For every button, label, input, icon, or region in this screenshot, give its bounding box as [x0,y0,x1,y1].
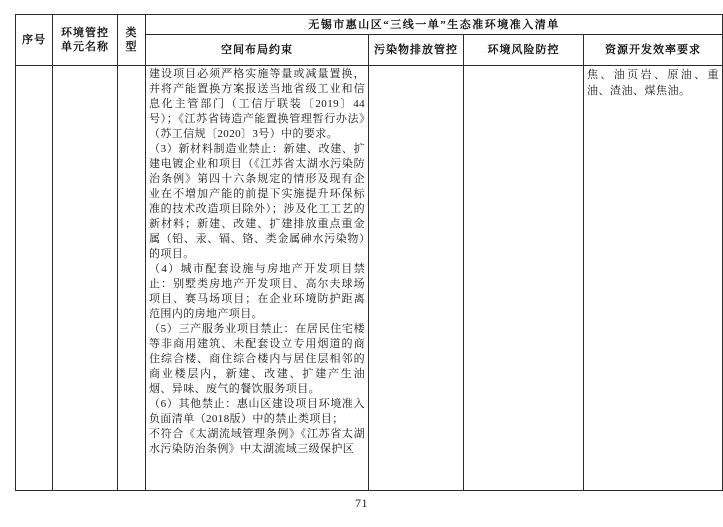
column-header-pollutant-control: 污染物排放管控 [369,35,464,66]
table-title: 无锡市惠山区“三线一单”生态准环境准入清单 [146,15,723,35]
spatial-constraint-paragraph: 不符合《太湖流域管理条例》《江苏省太湖水污染防治条例》中太湖流域三级保护区 [149,428,365,455]
spatial-constraint-paragraph: （4）城市配套设施与房地产开发项目禁止：别墅类房地产开发项目、高尔夫球场项目、赛马场项目；在企业环境防护距离范围内的房地产项目。 [149,263,365,320]
cell-spatial-constraints [146,66,369,491]
cell-unit-name [53,66,118,491]
spatial-constraint-paragraph: （6）其他禁止：惠山区建设项目环境准入负面清单（2018版）中的禁止类项目； [149,398,365,425]
column-header-seq: 序号 [16,15,53,66]
cell-resource-efficiency: 焦、油页岩、原油、重油、渣油、煤焦油。 [584,66,723,491]
access-list-table [15,14,723,491]
column-header-resource-efficiency: 资源开发效率要求 [584,35,723,66]
spatial-constraint-paragraph: （3）新材料制造业禁止：新建、改建、扩建电镀企业和项目（《江苏省太湖水污染防治条例》第四十六条规定的情形及现有企业在不增加产能的前提下实施提升环保标准的技术改造项目除外）；涉及化工工艺的新材料；新建、改建、扩建排放重点重金属（铅、汞、镉、铬、类金属砷水污染物）的项目。 [149,143,365,260]
column-header-unit-name: 环境管控单元名称 [53,15,118,66]
column-header-spatial-constraints: 空间布局约束 [146,35,369,66]
spatial-constraint-paragraph: （5）三产服务业项目禁止：在居民住宅楼等非商用建筑、未配套设立专用烟道的商住综合楼、商住综合楼内与居住层相邻的商业楼层内，新建、改建、扩建产生油烟、异味、废气的餐饮服务项目。 [149,323,365,395]
column-header-risk-prevention: 环境风险防控 [464,35,584,66]
cell-type [118,66,146,491]
cell-risk-prevention [464,66,584,491]
column-header-type: 类型 [118,15,146,66]
spatial-constraint-paragraph: 建设项目必须严格实施等量或减量置换，并将产能置换方案报送当地省级工业和信息化主管部门（工信厅联装〔2019〕44号）；《江苏省铸造产能置换管理暂行办法》（苏工信规〔2020〕3号）中的要求。 [149,68,365,140]
cell-pollutant-control [369,66,464,491]
cell-seq [16,66,53,491]
page-number: 71 [355,496,368,510]
